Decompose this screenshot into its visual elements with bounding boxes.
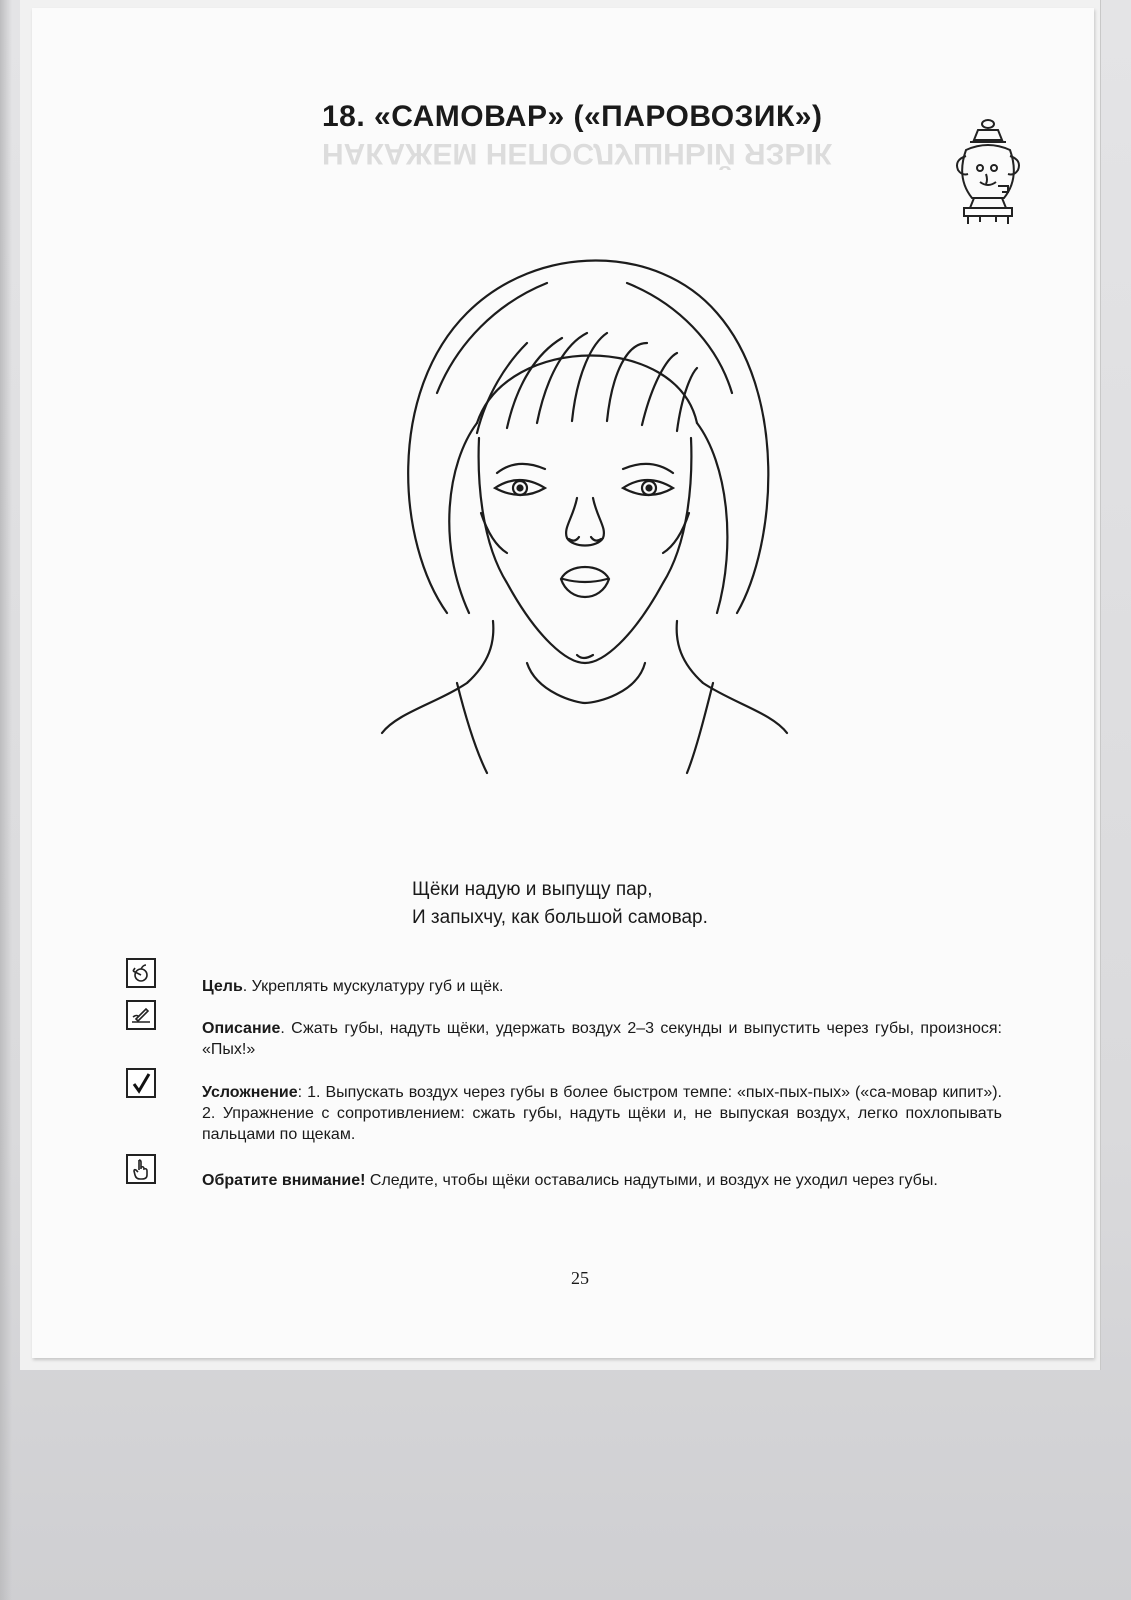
samovar-icon xyxy=(950,116,1026,232)
goal-text: . Укреплять мускулатуру губ и щёк. xyxy=(242,978,504,995)
poem xyxy=(412,876,832,932)
child-portrait-illustration xyxy=(377,243,792,783)
description-text: . Сжать губы, надуть щёки, удержать воздух 2–3 секунды и выпустить через губы, произнося: «Пых!» xyxy=(202,1020,1002,1058)
goal-section xyxy=(202,976,1002,997)
page-number: 25 xyxy=(571,1268,589,1288)
goal-label: Цель xyxy=(202,978,243,995)
apple-target-icon xyxy=(126,958,156,988)
poem-line-2: И запыхчу, как большой самовар. xyxy=(412,907,708,928)
scan-edge-shadow xyxy=(0,0,12,1600)
complication-text: : 1. Выпускать воздух через губы в более быстром темпе: «пых-пых-пых» («са-мовар кипит»). 2. Упражнение с сопротивлением: сжать губы, надуть щёки и, не выпуская воздух, легко похлопывать пальцами по щекам. xyxy=(202,1084,1002,1143)
complication-label: Усложнение xyxy=(202,1084,298,1101)
attention-section xyxy=(202,1170,1002,1191)
complication-section xyxy=(202,1082,1002,1145)
attention-text: Следите, чтобы щёки оставались надутыми, и воздух не уходил через губы. xyxy=(365,1172,938,1189)
description-label: Описание xyxy=(202,1020,281,1037)
poem-line-1: Щёки надую и выпущу пар, xyxy=(412,879,653,900)
exercise-title: 18. «САМОВАР» («ПАРОВОЗИК») xyxy=(322,100,823,133)
pen-writing-icon xyxy=(126,1000,156,1030)
show-through-text: НАКАЖЕМ НЕПОСЛУШНЫЙ ЯЗЫК xyxy=(322,137,833,170)
pointing-finger-icon xyxy=(126,1154,156,1184)
checkmark-icon xyxy=(126,1068,156,1098)
book-page xyxy=(32,8,1094,1358)
description-section xyxy=(202,1018,1002,1060)
attention-label: Обратите внимание! xyxy=(202,1172,366,1189)
